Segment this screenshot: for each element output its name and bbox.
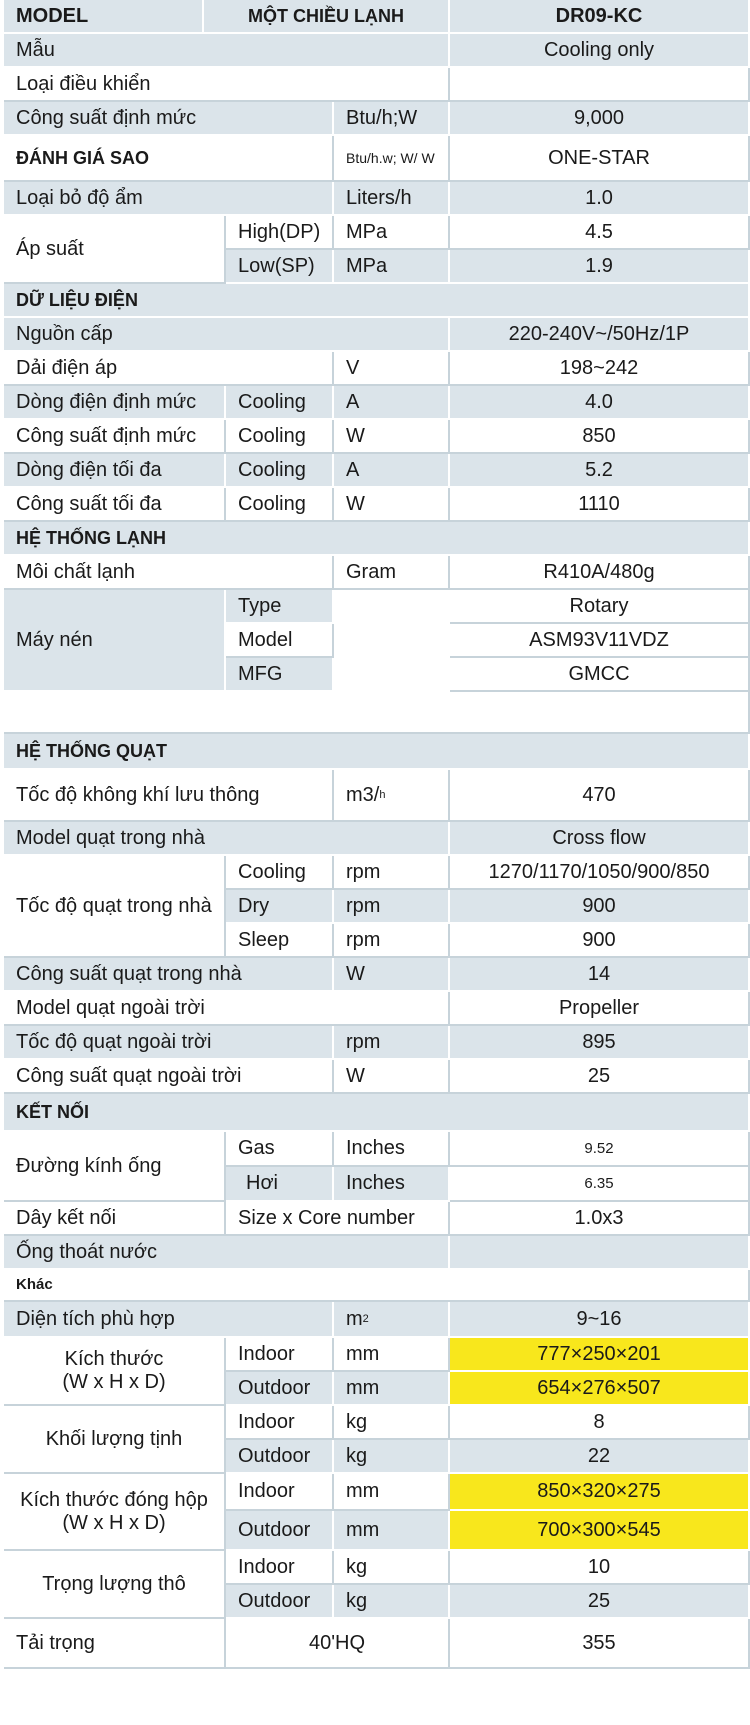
row-label: Dry xyxy=(226,890,334,924)
row-cell: 1.9 xyxy=(450,250,750,284)
row-cell: Cooling xyxy=(226,386,334,420)
row-cell: High(DP) xyxy=(226,216,334,250)
row-cell: 40'HQ xyxy=(226,1619,450,1669)
row-cell: m 2 xyxy=(334,1302,450,1338)
row-cell: 355 xyxy=(450,1619,750,1669)
row-cell: 895 xyxy=(450,1026,750,1060)
row-cell: rpm xyxy=(334,924,450,958)
row-cell: 777×250×201 xyxy=(450,1338,750,1372)
row-cell: 900 xyxy=(450,890,750,924)
row-cell: kg xyxy=(334,1585,450,1619)
row-label: Outdoor xyxy=(226,1511,334,1551)
row-cell: mm xyxy=(334,1372,450,1406)
row-cell: W xyxy=(334,488,450,522)
row-label: Outdoor xyxy=(226,1585,334,1619)
row-cell: 14 xyxy=(450,958,750,992)
row-label: Máy nén xyxy=(4,590,226,692)
row-cell: W xyxy=(334,420,450,454)
row-cell: Rotary xyxy=(450,590,750,624)
section-heading: DỮ LIỆU ĐIỆN xyxy=(4,284,750,318)
row-label: ĐÁNH GIÁ SAO xyxy=(4,136,334,182)
row-cell: 22 xyxy=(450,1440,750,1474)
row-cell: Cooling only xyxy=(450,34,750,68)
row-cell: Indoor xyxy=(226,1551,334,1585)
row-cell: 4.5 xyxy=(450,216,750,250)
row-cell: rpm xyxy=(334,856,450,890)
row-cell: 700×300×545 xyxy=(450,1511,750,1551)
row-cell: Cooling xyxy=(226,420,334,454)
row-cell: 9.52 xyxy=(450,1132,750,1167)
model-label: MODEL xyxy=(4,0,204,34)
row-label: Đường kính ống xyxy=(4,1132,226,1202)
row-cell: 1270/1170/1050/900/850 xyxy=(450,856,750,890)
row-cell: 220-240V~/50Hz/1P xyxy=(450,318,750,352)
row-label: Tốc độ quạt trong nhà xyxy=(4,856,226,958)
row-cell: mm xyxy=(334,1511,450,1551)
row-label: Sleep xyxy=(226,924,334,958)
row-cell: ONE-STAR xyxy=(450,136,750,182)
row-cell: 850 xyxy=(450,420,750,454)
row-cell: Btu/h.w; W/ W xyxy=(334,136,450,182)
row-cell: W xyxy=(334,958,450,992)
row-cell: 1.0x3 xyxy=(450,1202,750,1236)
spec-table xyxy=(4,0,750,1725)
row-label: Model quạt ngoài trời xyxy=(4,992,450,1026)
row-label: Dây kết nối xyxy=(4,1202,226,1236)
row-label: Hơi xyxy=(226,1167,334,1202)
section-heading: HỆ THỐNG LẠNH xyxy=(4,522,750,556)
row-label: Dòng điện tối đa xyxy=(4,454,226,488)
row-cell: 850×320×275 xyxy=(450,1474,750,1511)
row-cell: Gas xyxy=(226,1132,334,1167)
row-label: Kích thước đóng hộp (W x H x D) xyxy=(4,1474,226,1551)
row-label: Dải điện áp xyxy=(4,352,334,386)
row-label xyxy=(4,692,750,734)
row-cell: A xyxy=(334,454,450,488)
row-label: Tải trọng xyxy=(4,1619,226,1669)
row-cell: 10 xyxy=(450,1551,750,1585)
row-cell: 900 xyxy=(450,924,750,958)
row-label: Low(SP) xyxy=(226,250,334,284)
row-label: Công suất định mức xyxy=(4,420,226,454)
row-cell: 9,000 xyxy=(450,102,750,136)
row-cell: 4.0 xyxy=(450,386,750,420)
row-cell: MPa xyxy=(334,250,450,284)
row-cell: GMCC xyxy=(450,658,750,692)
row-label: Outdoor xyxy=(226,1440,334,1474)
row-cell: Cooling xyxy=(226,856,334,890)
row-label: Áp suất xyxy=(4,216,226,284)
row-cell: m3/ h xyxy=(334,770,450,822)
row-cell: Indoor xyxy=(226,1338,334,1372)
section-heading: Khác xyxy=(4,1270,750,1302)
row-cell: R410A/480g xyxy=(450,556,750,590)
row-label: Loại bỏ độ ẩm xyxy=(4,182,334,216)
row-label: Ống thoát nước xyxy=(4,1236,450,1270)
row-label: Dòng điện định mức xyxy=(4,386,226,420)
type-label: MỘT CHIỀU LẠNH xyxy=(204,0,450,34)
row-label: Khối lượng tịnh xyxy=(4,1406,226,1474)
row-label: Công suất định mức xyxy=(4,102,334,136)
row-cell: 470 xyxy=(450,770,750,822)
row-cell: 198~242 xyxy=(450,352,750,386)
row-cell: Indoor xyxy=(226,1474,334,1511)
row-label: Diện tích phù hợp xyxy=(4,1302,334,1338)
row-cell: kg xyxy=(334,1551,450,1585)
row-cell xyxy=(450,68,750,102)
row-cell: 654×276×507 xyxy=(450,1372,750,1406)
row-cell: 1110 xyxy=(450,488,750,522)
section-heading: KẾT NỐI xyxy=(4,1094,750,1132)
row-cell: 25 xyxy=(450,1585,750,1619)
row-cell: Size x Core number xyxy=(226,1202,450,1236)
row-label: Trọng lượng thô xyxy=(4,1551,226,1619)
row-label: Model quạt trong nhà xyxy=(4,822,450,856)
row-cell: W xyxy=(334,1060,450,1094)
row-cell: Cross flow xyxy=(450,822,750,856)
row-cell xyxy=(450,1236,750,1270)
row-cell: Gram xyxy=(334,556,450,590)
row-label: MFG xyxy=(226,658,334,692)
row-cell: ASM93V11VDZ xyxy=(450,624,750,658)
row-label: Môi chất lạnh xyxy=(4,556,334,590)
row-label: Công suất quạt trong nhà xyxy=(4,958,334,992)
row-label: Nguồn cấp xyxy=(4,318,450,352)
row-cell: rpm xyxy=(334,890,450,924)
row-label: Công suất quạt ngoài trời xyxy=(4,1060,334,1094)
row-label: Mẫu xyxy=(4,34,450,68)
row-cell: Inches xyxy=(334,1167,450,1202)
row-cell: mm xyxy=(334,1474,450,1511)
row-label: Kích thước (W x H x D) xyxy=(4,1338,226,1406)
row-cell: Inches xyxy=(334,1132,450,1167)
row-cell: 1.0 xyxy=(450,182,750,216)
model-code: DR09-KC xyxy=(450,0,750,34)
section-heading: HỆ THỐNG QUẠT xyxy=(4,734,750,770)
row-cell: mm xyxy=(334,1338,450,1372)
row-cell: Propeller xyxy=(450,992,750,1026)
row-cell: Cooling xyxy=(226,454,334,488)
row-label: Tốc độ không khí lưu thông xyxy=(4,770,334,822)
row-label: Tốc độ quạt ngoài trời xyxy=(4,1026,334,1060)
row-cell: A xyxy=(334,386,450,420)
row-cell: Type xyxy=(226,590,334,624)
row-cell: kg xyxy=(334,1440,450,1474)
row-cell: 5.2 xyxy=(450,454,750,488)
row-cell: V xyxy=(334,352,450,386)
row-cell: Liters/h xyxy=(334,182,450,216)
row-cell: 6.35 xyxy=(450,1167,750,1202)
row-cell: 9~16 xyxy=(450,1302,750,1338)
row-cell: kg xyxy=(334,1406,450,1440)
row-cell: Indoor xyxy=(226,1406,334,1440)
row-label: Loại điều khiển xyxy=(4,68,450,102)
row-label: Công suất tối đa xyxy=(4,488,226,522)
row-cell: rpm xyxy=(334,1026,450,1060)
row-cell: Btu/h;W xyxy=(334,102,450,136)
row-cell: 8 xyxy=(450,1406,750,1440)
row-cell: Cooling xyxy=(226,488,334,522)
row-label: Outdoor xyxy=(226,1372,334,1406)
row-label: Model xyxy=(226,624,334,658)
row-cell: MPa xyxy=(334,216,450,250)
row-cell: 25 xyxy=(450,1060,750,1094)
